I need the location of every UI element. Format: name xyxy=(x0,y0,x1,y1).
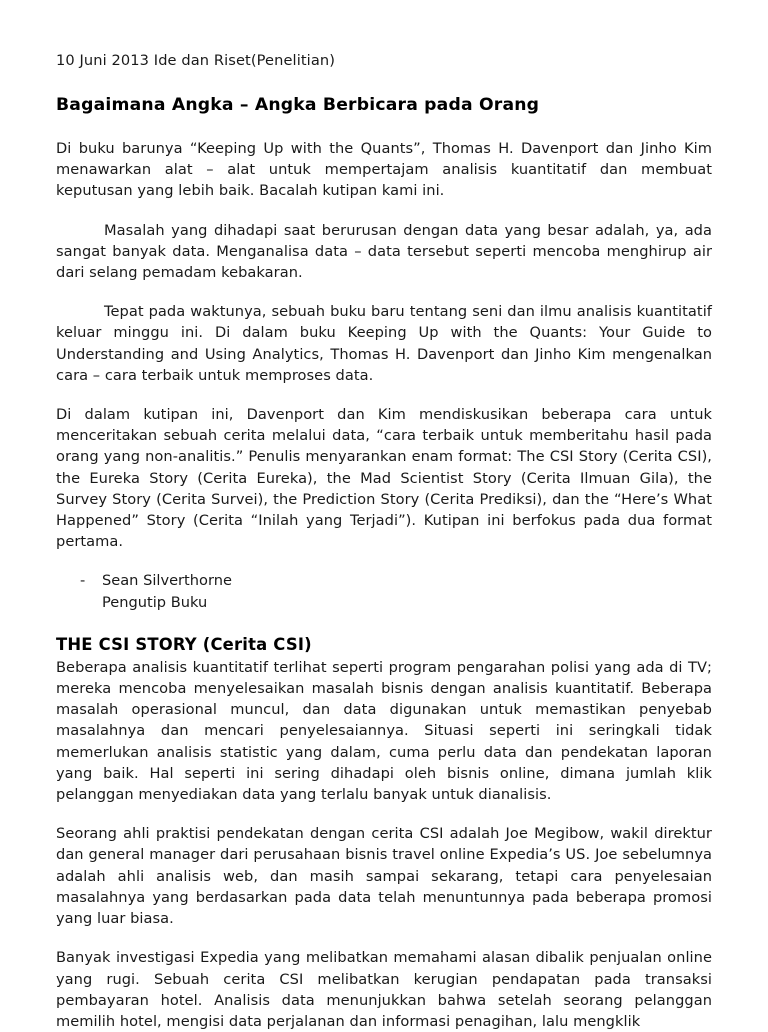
page-title: Bagaimana Angka – Angka Berbicara pada Orang xyxy=(56,95,540,115)
attribution-block xyxy=(56,570,712,612)
attribution-name: Sean Silverthorne xyxy=(102,572,232,590)
paragraph-six-formats: Di dalam kutipan ini, Davenport dan Kim mendiskusikan beberapa cara untuk menceritakan sebuah cerita melalui data, “cara terbaik untuk memberitahu hasil pada orang yang non-analitis.” Penulis menyarankan enam format: The CSI Story (Cerita CSI), the Eureka Story (Cerita Eureka), the Mad Scientist Story (Cerita Ilmuan Gila), the Survey Story (Cerita Survei), the Prediction Story (Cerita Prediksi), dan the “Here’s What Happened” Story (Cerita “Inilah yang Terjadi”). Kutipan ini berfokus pada dua format pertama. xyxy=(56,406,712,551)
document-meta-line: 10 Juni 2013 Ide dan Riset(Penelitian) xyxy=(56,52,336,69)
paragraph-csi-overview: Beberapa analisis kuantitatif terlihat seperti program pengarahan polisi yang ada di TV; mereka mencoba menyelesaikan masalah bisnis dengan analisis kuantitatif. Beberapa masalah operasional muncul, dan data digunakan untuk memastikan penyebab masalahnya dan mencari penyelesaiannya. Situasi seperti ini seringkali tidak memerlukan analisis statistic yang dalam, cuma perlu data dan pendekatan laporan yang baik. Hal seperti ini sering dihadapi oleh bisnis online, dimana jumlah klik pelanggan menyediakan data yang terlalu banyak untuk dianalisis. xyxy=(56,658,712,804)
document-body xyxy=(56,50,712,1032)
section-heading-csi-story: THE CSI STORY (Cerita CSI) xyxy=(56,634,312,654)
attribution-name-row xyxy=(56,570,712,591)
paragraph-expedia-investigation: Banyak investigasi Expedia yang melibatkan memahami alasan dibalik penjualan online yang rugi. Sebuah cerita CSI melibatkan kerugian pendapatan pada transaksi pembayaran hotel. Analisis data menunjukkan bahwa setelah seorang pelanggan memilih hotel, mengisi data perjalanan dan informasi penagihan, lalu mengklik xyxy=(56,949,712,1030)
paragraph-big-data: Masalah yang dihadapi saat berurusan dengan data yang besar adalah, ya, ada sangat banyak data. Menganalisa data – data tersebut seperti mencoba menghirup air dari selang pemadam kebakaran. xyxy=(56,221,712,282)
paragraph-book-release: Tepat pada waktunya, sebuah buku baru tentang seni dan ilmu analisis kuantitatif keluar minggu ini. Di dalam buku Keeping Up with the Quants: Your Guide to Understanding and Using Analytics, Thomas H. Davenport dan Jinho Kim mengenalkan cara – cara terbaik untuk memproses data. xyxy=(56,303,712,384)
attribution-dash: - xyxy=(80,572,86,590)
paragraph-joe-megibow: Seorang ahli praktisi pendekatan dengan cerita CSI adalah Joe Megibow, wakil direktur dan general manager dari perusahaan bisnis travel online Expedia’s US. Joe sebelumnya adalah ahli analisis web, dan masih sampai sekarang, tetapi cara penyelesaian masalahnya yang berdasarkan pada data telah menuntunnya pada beberapa promosi yang luar biasa. xyxy=(56,825,712,928)
paragraph-intro: Di buku barunya “Keeping Up with the Quants”, Thomas H. Davenport dan Jinho Kim menawarkan alat – alat untuk mempertajam analisis kuantitatif dan membuat keputusan yang lebih baik. Bacalah kutipan kami ini. xyxy=(56,140,712,200)
attribution-role: Pengutip Buku xyxy=(102,593,208,611)
